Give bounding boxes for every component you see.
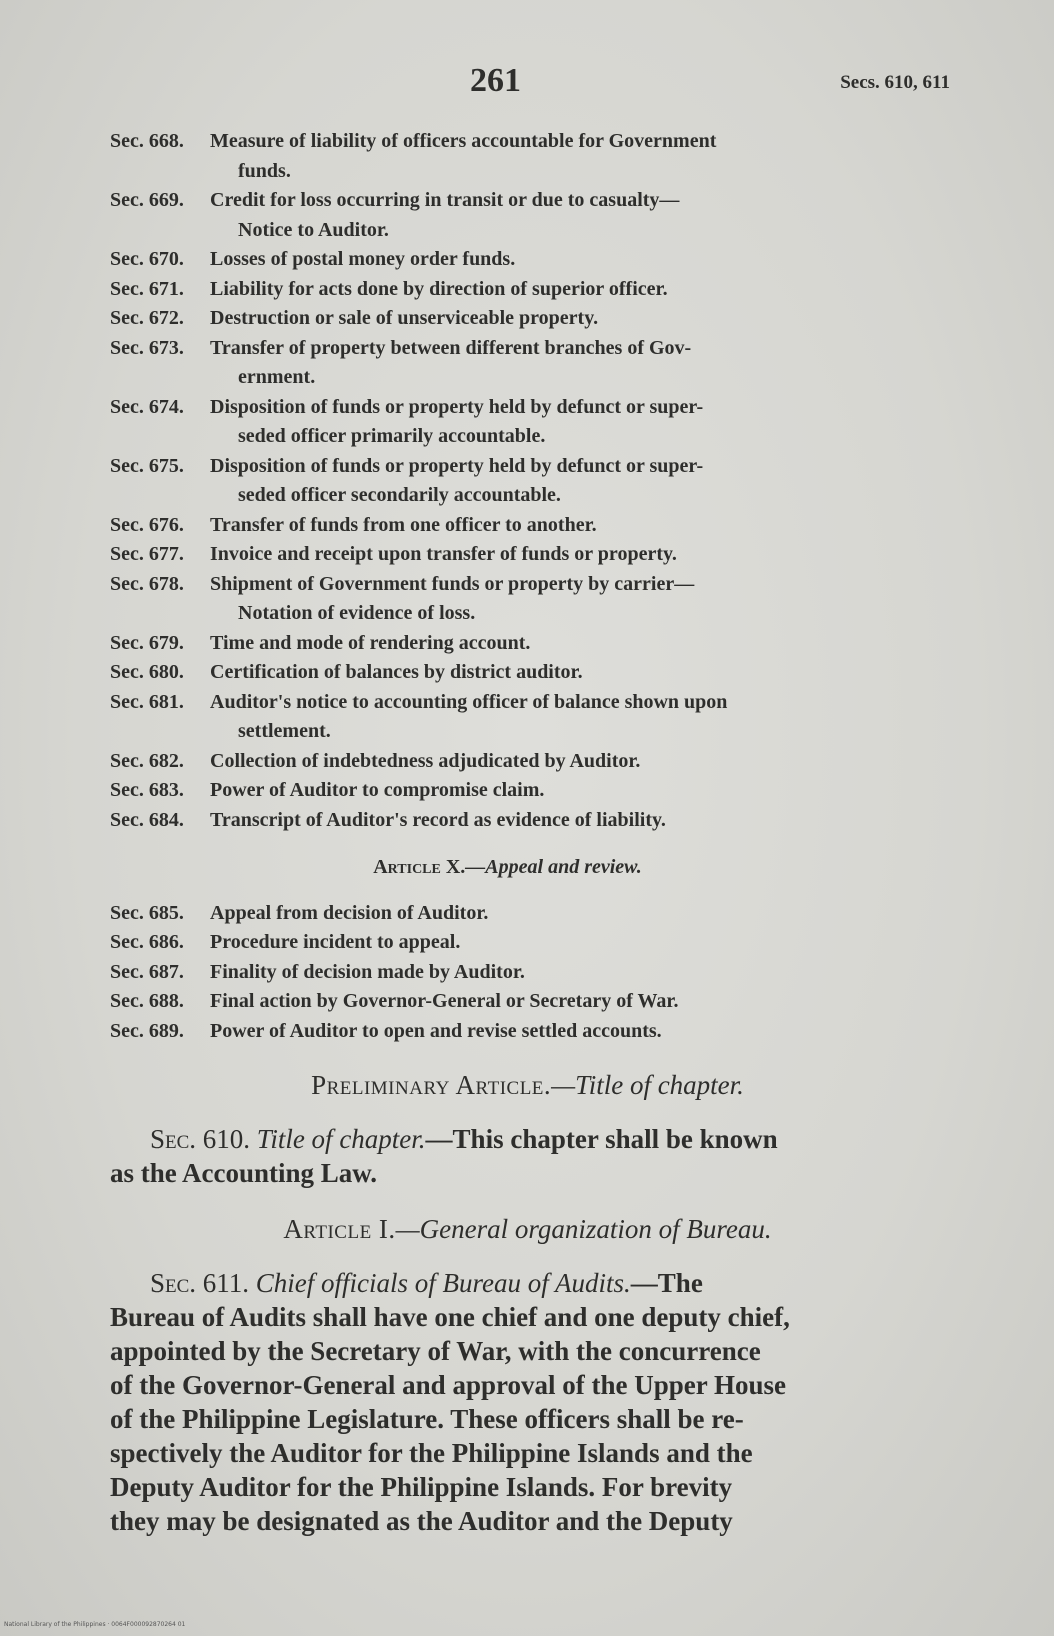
section-610-line: as the Accounting Law. [110,1158,378,1188]
section-entry-line: Transfer of funds from one officer to another. [210,513,597,536]
page-number: 261 [470,62,521,99]
section-entry-description [210,658,945,688]
section-entry-line: Notation of evidence of loss. [238,602,476,624]
section-entry-description [210,899,945,929]
section-entry-description [210,987,945,1017]
section-entry-line: Transcript of Auditor's record as evidence of liability. [210,808,666,831]
section-entry-number: Sec. 678. [110,572,184,595]
section-entry-number: Sec. 679. [110,631,184,654]
body-text [110,1068,945,1560]
section-610 [110,1122,945,1190]
section-entry-number: Sec. 668. [110,130,184,152]
article-i-title: —General organization of Bureau. [395,1214,772,1244]
section-entry [110,629,945,659]
section-610-line: —This chapter shall be known [425,1124,778,1154]
section-611-line: —The [630,1268,703,1298]
section-entry-description [210,452,945,511]
preliminary-article-heading [110,1068,945,1102]
section-entry [110,987,945,1017]
section-entry [110,688,945,747]
section-611-title: Chief officials of Bureau of Audits. [255,1268,631,1298]
section-entry-description [210,1017,945,1047]
section-entry [110,747,945,777]
section-entry-number: Sec. 685. [110,901,184,924]
section-entry [110,304,945,334]
section-entry [110,334,945,393]
section-entry [110,658,945,688]
section-entry [110,958,945,988]
section-entry-line: funds. [238,159,291,182]
section-entry-line: Losses of postal money order funds. [210,248,516,270]
section-entry-number: Sec. 673. [110,336,184,359]
section-entry-description [210,629,945,659]
section-entry-description [210,127,945,186]
section-entry-description [210,186,945,245]
section-entry [110,899,945,929]
section-611-number: Sec. 611. [150,1268,250,1298]
section-entry-line: ernment. [238,366,316,388]
section-entry-line: Transfer of property between different branches of Gov- [210,336,692,359]
section-entry-description [210,334,945,393]
section-entry [110,245,945,275]
section-entry-line: Procedure incident to appeal. [210,931,461,953]
section-entry-description [210,245,945,275]
section-entry-line: Invoice and receipt upon transfer of funds or property. [210,543,677,565]
section-entry [110,452,945,511]
section-entry-number: Sec. 684. [110,808,184,831]
section-entry-number: Sec. 677. [110,543,184,565]
section-entry-line: Credit for loss occurring in transit or due to casualty— [210,189,680,211]
section-entry-line: settlement. [238,720,331,742]
section-entry-line: Liability for acts done by direction of superior officer. [210,277,668,300]
section-entry [110,127,945,186]
section-entry-description [210,806,945,836]
section-list-part-2 [110,899,945,1047]
section-entry-number: Sec. 683. [110,779,184,801]
section-entry-number: Sec. 680. [110,661,184,683]
section-entry [110,806,945,836]
section-611-line: spectively the Auditor for the Philippine Islands and the [110,1438,753,1468]
page-header [0,62,1054,102]
section-entry-number: Sec. 674. [110,395,184,418]
section-entry-line: seded officer primarily accountable. [238,425,546,447]
section-entry [110,540,945,570]
section-entry-description [210,393,945,452]
section-610-number: Sec. 610. [150,1124,251,1154]
section-entry-number: Sec. 686. [110,931,184,953]
section-611-line: of the Governor-General and approval of the Upper House [110,1370,786,1400]
section-entry-number: Sec. 687. [110,960,184,983]
section-entry [110,511,945,541]
section-611-line: appointed by the Secretary of War, with the concurrence [110,1336,761,1366]
section-entry-line: Notice to Auditor. [238,218,389,241]
preliminary-article-title: —Title of chapter. [551,1070,744,1100]
section-entry-line: seded officer secondarily accountable. [238,484,561,506]
preliminary-article-label: Preliminary Article. [311,1070,552,1100]
section-entry-number: Sec. 670. [110,248,184,270]
section-entry-number: Sec. 671. [110,277,184,300]
section-entry-number: Sec. 676. [110,513,184,536]
section-entry-description [210,570,945,629]
section-entry-description [210,776,945,806]
section-entry-description [210,511,945,541]
section-entry-number: Sec. 681. [110,690,184,713]
section-entry-line: Power of Auditor to compromise claim. [210,779,545,801]
section-611-line: Bureau of Audits shall have one chief and one deputy chief, [110,1302,790,1332]
section-list [110,127,945,1046]
section-entry-line: Disposition of funds or property held by defunct or super- [210,395,704,418]
section-entry-line: Power of Auditor to open and revise settled accounts. [210,1019,662,1042]
section-entry [110,186,945,245]
section-entry-number: Sec. 689. [110,1019,184,1042]
section-entry-description [210,304,945,334]
article-x-title: —Appeal and review. [465,856,642,878]
section-entry-line: Shipment of Government funds or property by carrier— [210,572,695,595]
section-entry-description [210,958,945,988]
section-entry [110,570,945,629]
section-entry-description [210,747,945,777]
section-610-title: Title of chapter. [256,1124,426,1154]
section-entry-number: Sec. 669. [110,189,184,211]
section-entry-line: Auditor's notice to accounting officer of balance shown upon [210,690,728,713]
section-entry-line: Final action by Governor-General or Secretary of War. [210,990,679,1012]
section-611-line: Deputy Auditor for the Philippine Islands. For brevity [110,1472,733,1502]
section-entry [110,1017,945,1047]
section-entry-line: Disposition of funds or property held by defunct or super- [210,454,704,477]
section-611 [110,1266,945,1538]
scan-watermark: National Library of the Philippines · 0064F000092870264 01 [4,1621,186,1628]
section-611-line: they may be designated as the Auditor and the Deputy [110,1506,733,1536]
section-entry [110,928,945,958]
section-entry [110,776,945,806]
section-entry-description [210,928,945,958]
section-entry-line: Time and mode of rendering account. [210,631,531,654]
section-entry-description [210,275,945,305]
section-entry-number: Sec. 688. [110,990,184,1012]
article-x-label: Article X. [373,856,466,878]
section-entry [110,275,945,305]
section-list-part-1 [110,127,945,835]
article-i-label: Article I. [283,1214,396,1244]
running-head: Secs. 610, 611 [840,72,950,93]
section-611-line: of the Philippine Legislature. These officers shall be re- [110,1404,744,1434]
section-entry-number: Sec. 672. [110,307,184,329]
section-entry-line: Destruction or sale of unserviceable property. [210,307,599,329]
section-entry-line: Measure of liability of officers accountable for Government [210,130,717,152]
section-entry-number: Sec. 675. [110,454,184,477]
section-entry-line: Appeal from decision of Auditor. [210,901,489,924]
section-entry-line: Collection of indebtedness adjudicated by Auditor. [210,749,641,772]
article-x-heading [110,853,945,883]
section-entry-line: Finality of decision made by Auditor. [210,960,525,983]
section-entry [110,393,945,452]
article-i-heading [110,1212,945,1246]
section-entry-line: Certification of balances by district auditor. [210,661,583,683]
section-entry-description [210,688,945,747]
section-entry-description [210,540,945,570]
section-entry-number: Sec. 682. [110,749,184,772]
